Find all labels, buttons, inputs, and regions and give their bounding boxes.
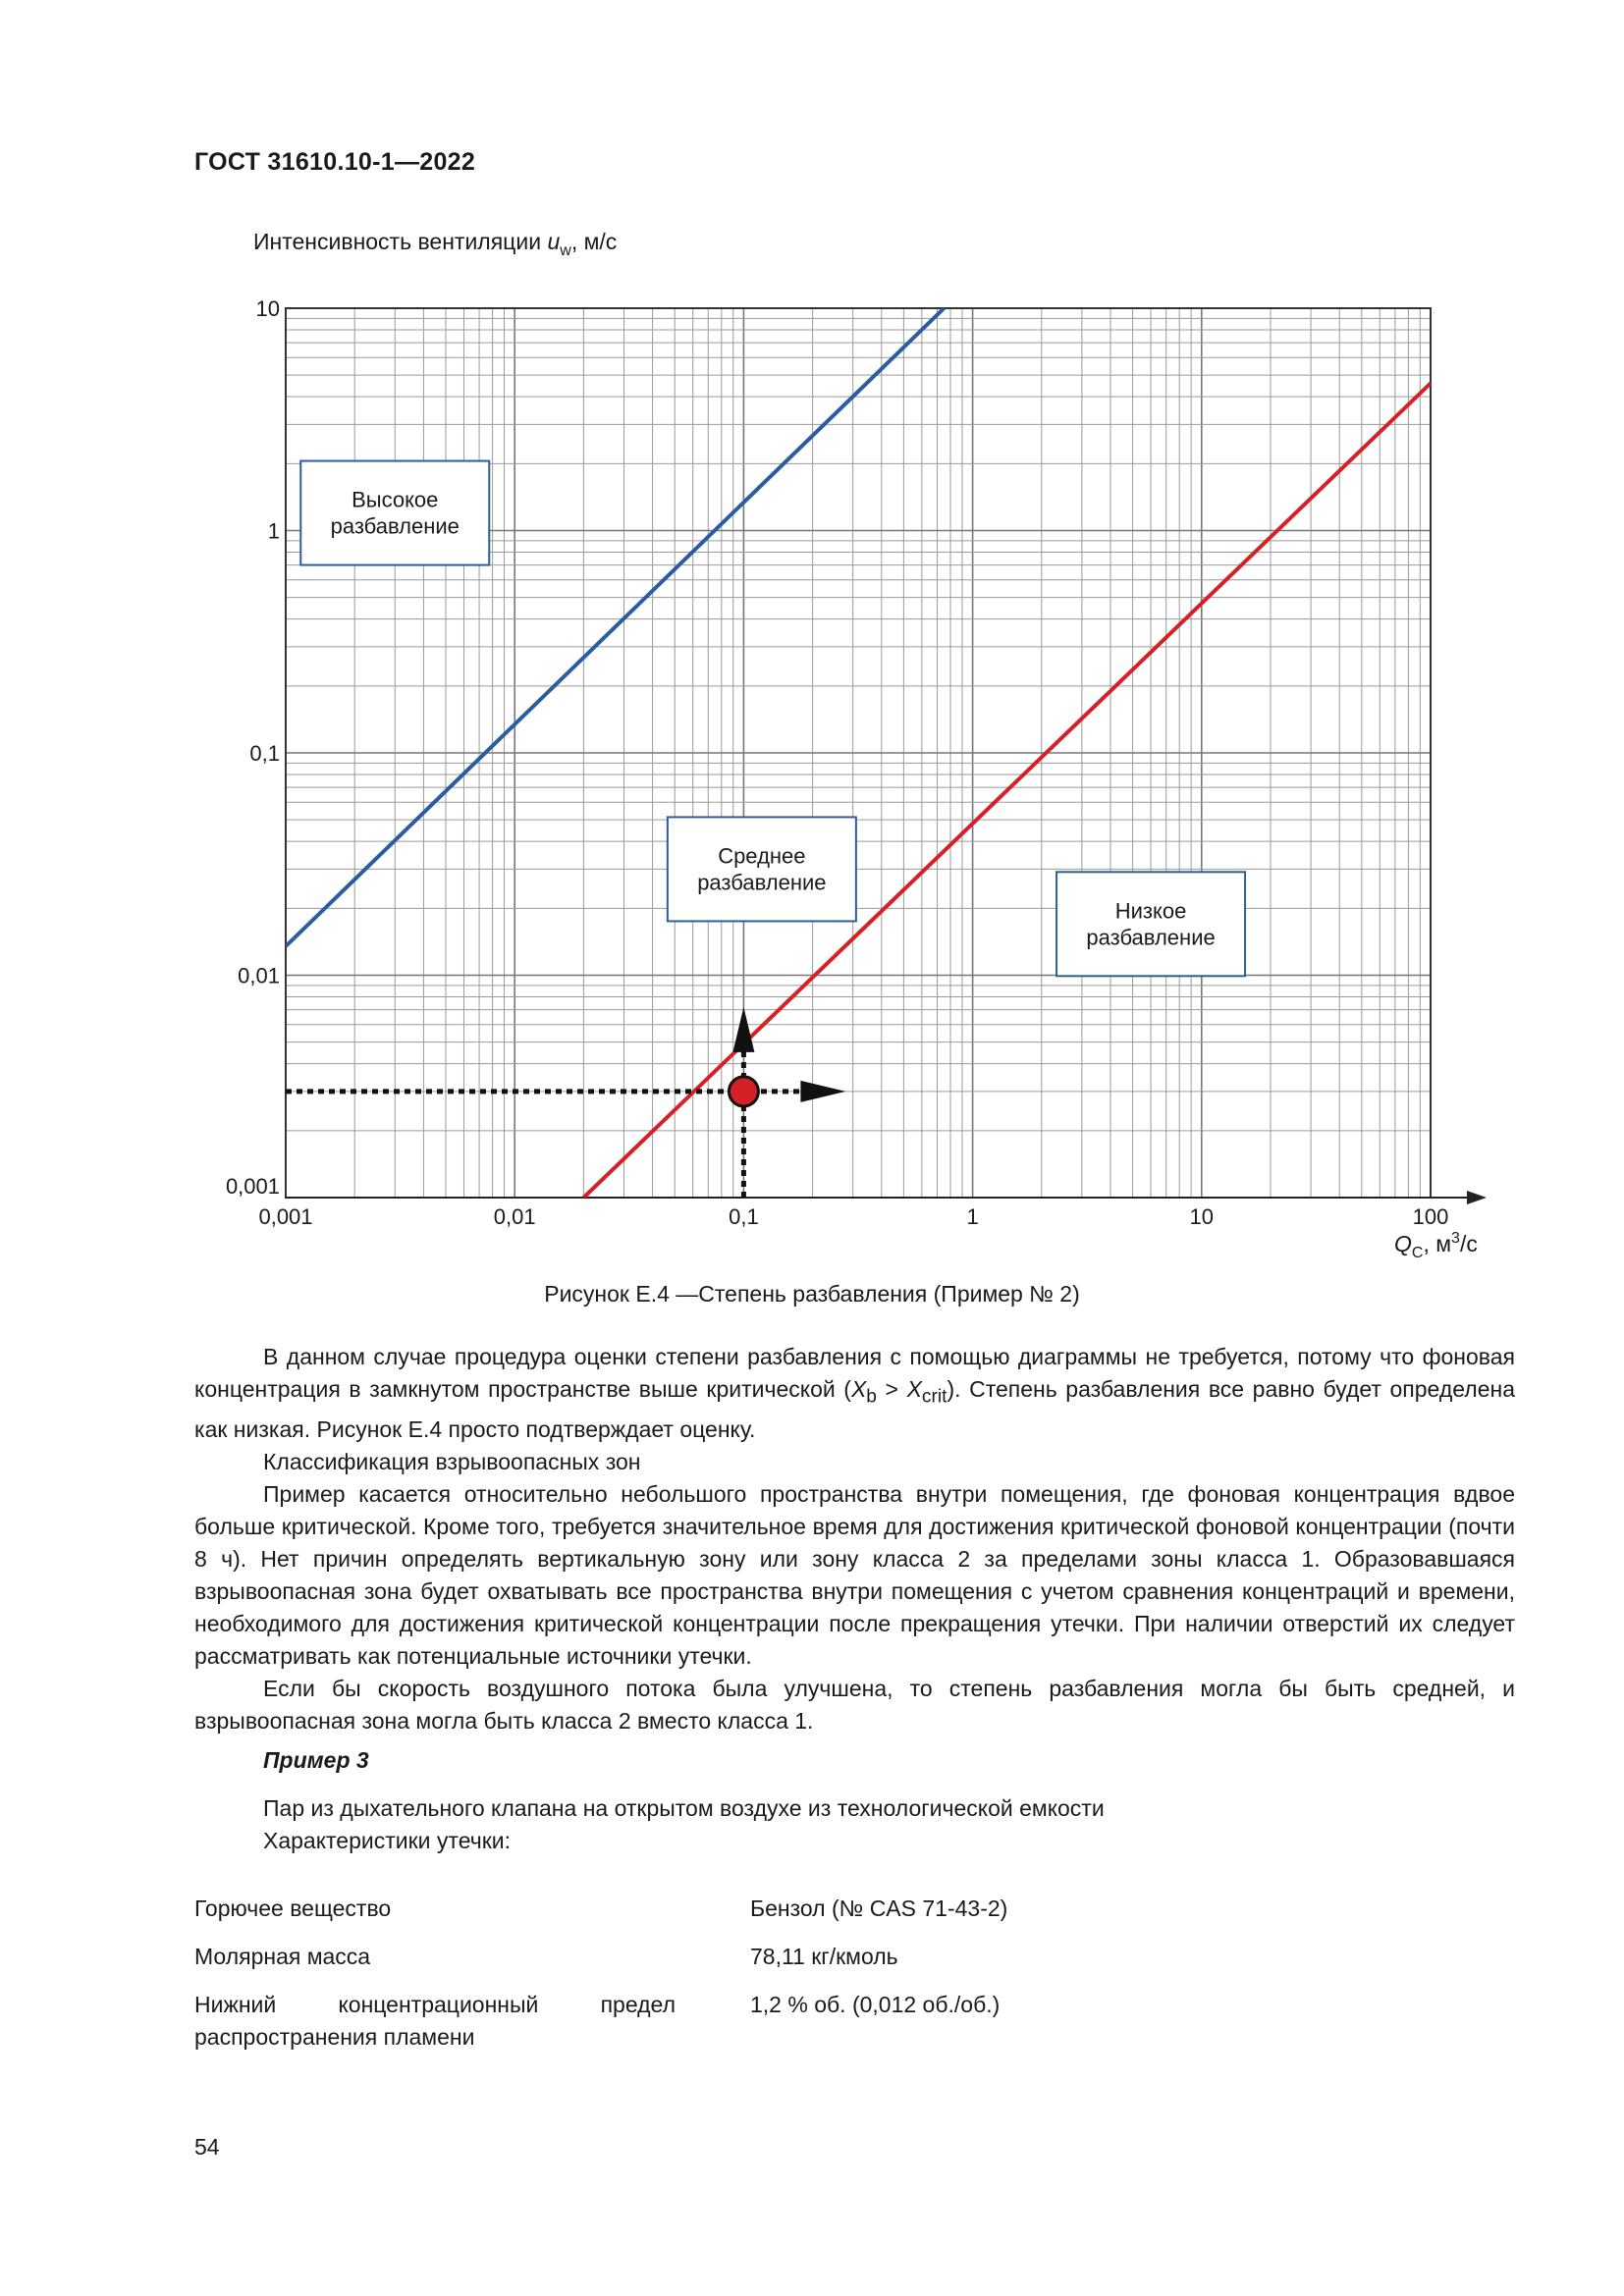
region-label-text: Низкое [1114, 898, 1187, 924]
region-box [668, 817, 856, 921]
example-point-marker [729, 1077, 758, 1106]
x-tick-label: 0,001 [258, 1204, 313, 1229]
y-axis-label: Интенсивность вентиляции $u_w$, м/с [253, 229, 618, 259]
x-tick-label: 0,01 [493, 1204, 536, 1229]
y-tick-label: 0,001 [225, 1174, 280, 1199]
y-tick-label: 10 [255, 296, 280, 321]
example-line-1: Пар из дыхательного клапана на открытом воздухе из технологической емкости [263, 1795, 1105, 1821]
y-tick-label: 0,01 [238, 963, 280, 988]
y-tick-label: 1 [267, 518, 280, 544]
region-label-box-0 [300, 461, 489, 565]
property-value: 78,11 кг/кмоль [750, 1944, 898, 1969]
region-label-text: разбавление [330, 513, 460, 539]
body-text [194, 1341, 1515, 1737]
property-name: Нижний концентрационный предел распространения пламени [194, 1992, 676, 2050]
plot-frame [286, 308, 1487, 1204]
example-intro [263, 1792, 1105, 1857]
property-name: Горючее вещество [194, 1896, 392, 1921]
document-header: ГОСТ 31610.10-1—2022 [194, 148, 476, 176]
x-tick-label: 0,1 [729, 1204, 759, 1229]
region-label-text: Высокое [352, 487, 439, 512]
paragraph-2: Классификация взрывоопасных зон [263, 1448, 641, 1474]
example-guides [286, 1007, 845, 1198]
paragraph-1: В данном случае процедура оценки степени разбавления с помощью диаграммы не требуется, потому что фоновая концентрация в замкнутом пространстве выше критической $(X_b > X_{crit})$. Степень разбавления все равно будет определена как низкая. Рисунок Е.4 просто подтверждает оценку. [194, 1344, 1515, 1442]
region-label-text: разбавление [1086, 925, 1216, 950]
region-labels [300, 461, 1245, 977]
x-tick-label: 10 [1189, 1204, 1215, 1229]
region-box [1056, 872, 1245, 976]
right-arrow-icon [800, 1081, 845, 1102]
page-number: 54 [194, 2134, 220, 2160]
region-label-text: Среднее [718, 843, 806, 869]
figure-caption: Рисунок Е.4 —Степень разбавления (Пример № 2) [544, 1281, 1080, 1307]
series-line-1 [583, 383, 1431, 1198]
property-value: Бензол (№ CAS 71-43-2) [750, 1896, 1008, 1921]
property-name: Молярная масса [194, 1944, 371, 1969]
paragraph-4: Если бы скорость воздушного потока была улучшена, то степень разбавления могла бы быть средней, и взрывоопасная зона могла быть класса 2 вместо класса 1. [194, 1675, 1515, 1734]
x-tick-label: 100 [1412, 1204, 1449, 1229]
up-arrow-icon [732, 1007, 754, 1052]
paragraph-3: Пример касается относительно небольшого пространства внутри помещения, где фоновая концентрация вдвое больше критической. Кроме того, требуется значительное время для достижения критической фоновой концентрации (почти 8 ч). Нет причин определять вертикальную зону или зону класса 2 за пределами зоны класса 1. Образовавшаяся взрывоопасная зона будет охватывать все пространства внутри помещения с учетом сравнения концентраций и времени, необходимого для достижения критической концентрации после прекращения утечки. При наличии отверстий их следует рассматривать как потенциальные источники утечки. [194, 1480, 1515, 1669]
region-label-box-1 [668, 817, 856, 921]
example-title: Пример 3 [263, 1747, 369, 1773]
chart-grid [286, 308, 1431, 1198]
region-label-text: разбавление [697, 870, 827, 895]
region-label-box-2 [1056, 872, 1245, 976]
region-box [300, 461, 489, 565]
x-axis-label: $Q_C$, $м^3/с$ [1394, 1230, 1478, 1261]
x-tick-label: 1 [966, 1204, 979, 1229]
example-line-2: Характеристики утечки: [263, 1828, 512, 1853]
y-tick-label: 0,1 [249, 741, 280, 766]
x-axis-arrow-icon [1467, 1191, 1487, 1204]
property-value: 1,2 % об. (0,012 об./об.) [750, 1992, 1001, 2017]
